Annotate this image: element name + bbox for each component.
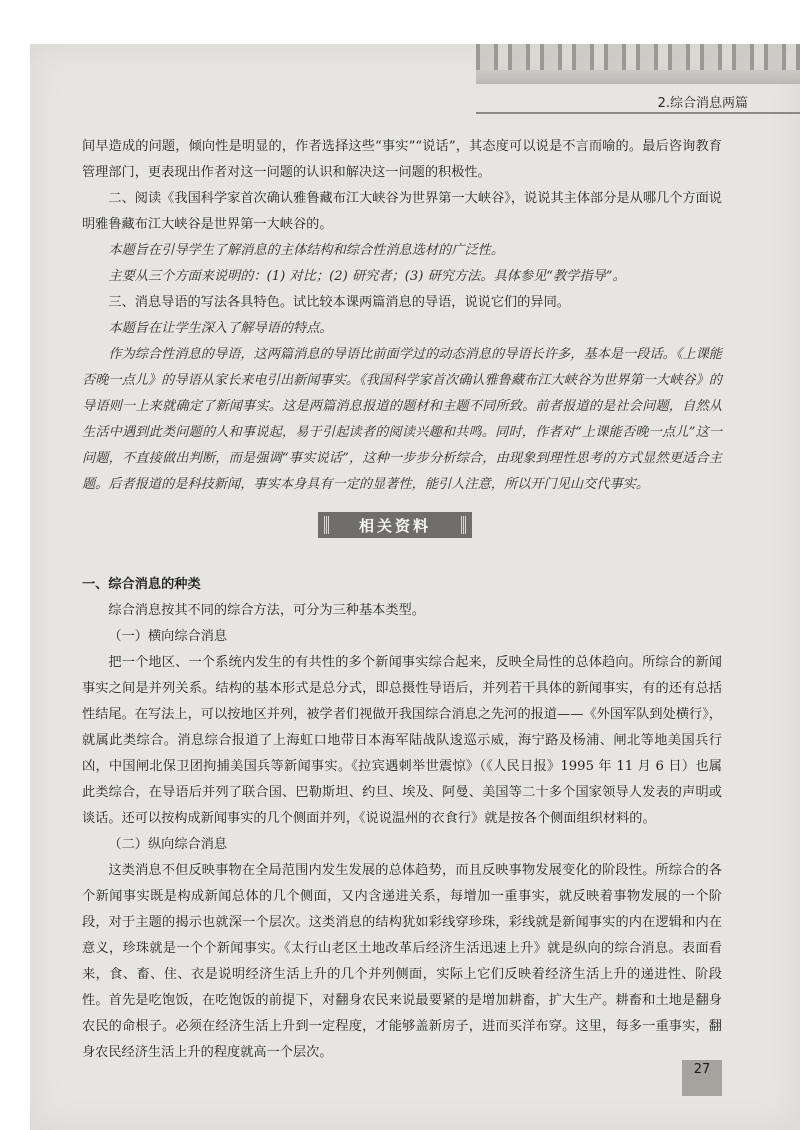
top-text-block xyxy=(82,134,722,498)
question-two-aim: 本题旨在引导学生了解消息的主体结构和综合性消息选材的广泛性。 xyxy=(108,243,505,258)
banner-label: 相关资料 xyxy=(358,516,431,535)
subsection-horizontal-body: 把一个地区、一个系统内发生的有共性的多个新闻事实综合起来，反映全局性的总体趋向。所综合的新闻事实之间是并列关系。结构的基本形式是总分式，即总摄性导语后，并列若干具体的新闻事实，有的还有总括性结尾。在写法上，可以按地区并列，被学者们视做开我国综合消息之先河的报道——《外国军队到处横行》，就属此类综合。消息综合报道了上海虹口地带日本海军陆战队逡巡示威，海宁路及杨浦、闸北等地美国兵行凶，中国闸北保卫团拘捕美国兵等新闻事实。《拉宾遇刺举世震惊》（《人民日报》1995 年 11 月 6 日）也属此类综合，在导语后并列了联合国、巴勒斯坦、约旦、埃及、阿曼、美国等二十多个国家领导人发表的声明或谈话。还可以按构成新闻事实的几个侧面并列，《说说温州的衣食行》就是按各个侧面组织材料的。 xyxy=(82,655,722,826)
bottom-text-block xyxy=(82,572,722,1066)
subsection-vertical-body: 这类消息不但反映事物在全局范围内发生发展的总体趋势，而且反映事物发展变化的阶段性。所综合的各个新闻事实既是构成新闻总体的几个侧面，又内含递进关系，每增加一重事实，就反映着事物发展的一个阶段，对于主题的揭示也就深一个层次。这类消息的结构犹如彩线穿珍珠，彩线就是新闻事实的内在逻辑和内在意义，珍珠就是一个个新闻事实。《太行山老区土地改革后经济生活迅速上升》就是纵向的综合消息。表面看来，食、畜、住、衣是说明经济生活上升的几个并列侧面，实际上它们反映着经济生活上升的递进性、阶段性。首先是吃饱饭，在吃饱饭的前提下，对翻身农民来说最要紧的是增加耕畜，扩大生产。耕畜和土地是翻身农民的命根子。必须在经济生活上升到一定程度，才能够盖新房子，进而买洋布穿。这里，每多一重事实，翻身农民经济生活上升的程度就高一个层次。 xyxy=(82,863,722,1060)
subsection-horizontal-title: （一）横向综合消息 xyxy=(108,629,228,644)
question-three-answer: 作为综合性消息的导语，这两篇消息的导语比前面学过的动态消息的导语长许多，基本是一段话。《上课能否晚一点儿》的导语从家长来电引出新闻事实。《我国科学家首次确认雅鲁藏布江大峡谷为世界第一大峡谷》的导语则一上来就确定了新闻事实。这是两篇消息报道的题材和主题不同所致。前者报道的是社会问题，自然从生活中遇到此类问题的人和事说起，易于引起读者的阅读兴趣和共鸣。同时，作者对“上课能否晚一点儿”这一问题，不直接做出判断，而是强调“事实说话”，这种一步步分析综合，由现象到理性思考的方式显然更适合主题。后者报道的是科技新闻，事实本身具有一定的显著性，能引人注意，所以开门见山交代事实。 xyxy=(82,347,722,492)
paragraph-continuation: 间早造成的问题，倾向性是明显的，作者选择这些“事实”“说话”，其态度可以说是不言而喻的。最后咨询教育管理部门，更表现出作者对这一问题的认识和解决这一问题的积极性。 xyxy=(82,139,722,180)
page-number-box xyxy=(682,1060,722,1096)
question-two-answer: 主要从三个方面来说明的：(1) 对比；(2) 研究者；(3) 研究方法。具体参见“教学指导”。 xyxy=(108,269,626,284)
section-intro: 综合消息按其不同的综合方法，可分为三种基本类型。 xyxy=(108,603,425,618)
header-decoration xyxy=(476,44,800,84)
subsection-vertical-title: （二）纵向综合消息 xyxy=(108,837,228,852)
question-three-aim: 本题旨在让学生深入了解导语的特点。 xyxy=(108,321,333,336)
header-rule xyxy=(476,112,800,114)
question-three: 三、消息导语的写法各具特色。试比较本课两篇消息的导语，说说它们的异同。 xyxy=(108,295,570,310)
chapter-title: 2.综合消息两篇 xyxy=(657,96,748,111)
related-materials-banner xyxy=(318,512,472,538)
page-number: 27 xyxy=(693,1062,711,1077)
question-two: 二、阅读《我国科学家首次确认雅鲁藏布江大峡谷为世界第一大峡谷》，说说其主体部分是从哪几个方面说明雅鲁藏布江大峡谷是世界第一大峡谷的。 xyxy=(82,191,722,232)
section-heading: 一、综合消息的种类 xyxy=(82,577,201,592)
